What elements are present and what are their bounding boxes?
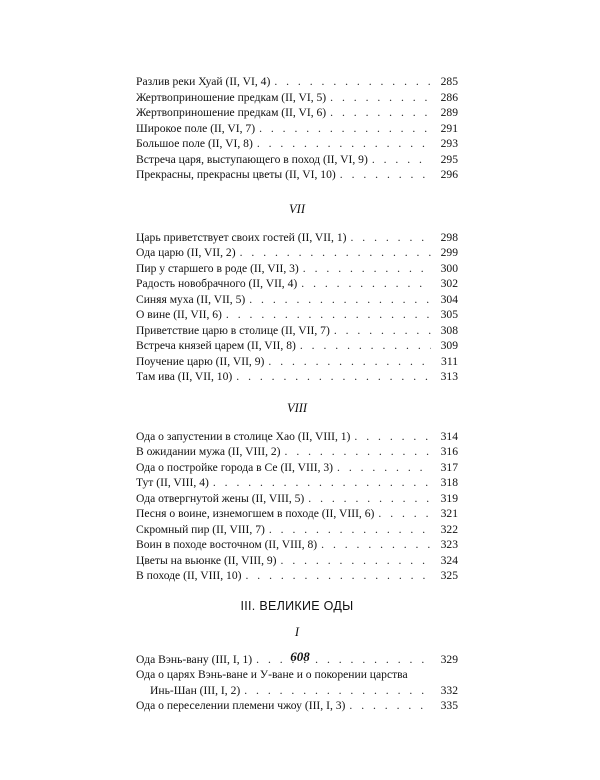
- toc-entry: [136, 491, 458, 507]
- entry-page: 311: [441, 354, 458, 368]
- leader-dots: [268, 354, 431, 370]
- toc-entry: [136, 276, 458, 292]
- leader-dots: [236, 369, 431, 385]
- toc-entry: [136, 553, 458, 569]
- leader-dots: [259, 121, 431, 137]
- leader-dots: [334, 323, 431, 339]
- leader-dots: [300, 338, 431, 354]
- leader-dots: [303, 261, 431, 277]
- entry-page: 324: [440, 553, 458, 567]
- toc-entry: [136, 522, 458, 538]
- entry-page: 296: [440, 168, 458, 181]
- entry-page: 321: [440, 507, 458, 520]
- entry-title: Жертвоприношение предкам (II, VI, 5): [136, 90, 327, 104]
- toc-entry: [136, 506, 458, 522]
- toc-group-viii: [136, 429, 458, 584]
- toc-entry: [136, 429, 458, 445]
- leader-dots: [281, 553, 431, 569]
- entry-page: 323: [440, 538, 458, 551]
- leader-dots: [330, 105, 431, 121]
- entry-title: Ода о запустении в столице Хао (II, VIII, 1): [136, 429, 351, 443]
- entry-title: Встреча князей царем (II, VII, 8): [136, 339, 296, 352]
- toc-entry: [136, 698, 458, 714]
- toc-entry: [136, 230, 458, 246]
- entry-title: Радость новобрачного (II, VII, 4): [136, 277, 298, 290]
- entry-page: 317: [440, 460, 458, 474]
- leader-dots: [249, 292, 431, 308]
- leader-dots: [340, 167, 431, 183]
- entry-title: Поучение царю (II, VII, 9): [136, 354, 265, 368]
- entry-title: Ода Вэнь-вану (III, I, 1): [136, 652, 253, 666]
- entry-title: Там ива (II, VII, 10): [136, 370, 233, 383]
- entry-title: В походе (II, VIII, 10): [136, 569, 242, 582]
- part-heading: III. ВЕЛИКИЕ ОДЫ: [240, 598, 354, 613]
- toc-group-vii: [136, 230, 458, 385]
- entry-title: Ода о постройке города в Се (II, VIII, 3): [136, 460, 334, 474]
- entry-page: 308: [440, 323, 458, 337]
- entry-title: Прекрасны, прекрасны цветы (II, VI, 10): [136, 168, 336, 181]
- entry-title: Приветствие царю в столице (II, VII, 7): [136, 323, 330, 337]
- leader-dots: [378, 506, 431, 522]
- leader-dots: [269, 522, 431, 538]
- entry-page: 322: [440, 522, 458, 536]
- entry-page: 314: [440, 429, 458, 443]
- toc-entry: [136, 369, 458, 385]
- entry-title: Песня о воине, изнемогшем в походе (II, VIII, 6): [136, 507, 375, 520]
- toc-entry: [136, 475, 458, 491]
- toc-entry: [136, 568, 458, 584]
- leader-dots: [330, 90, 431, 106]
- entry-page: 305: [440, 308, 458, 321]
- entry-page: 293: [440, 137, 458, 150]
- entry-page: 316: [440, 445, 458, 458]
- toc-entry: [136, 307, 458, 323]
- leader-dots: [354, 429, 431, 445]
- leader-dots: [349, 698, 431, 714]
- section-heading-viii: VIII: [286, 400, 308, 415]
- toc-entry: [136, 292, 458, 308]
- leader-dots: [240, 245, 431, 261]
- toc-entry: [136, 121, 458, 137]
- leader-dots: [350, 230, 431, 246]
- leader-dots: [245, 568, 431, 584]
- toc-entry: [136, 152, 458, 168]
- toc-entry: [136, 245, 458, 261]
- entry-title-continued: Инь-Шан (III, I, 2): [150, 683, 241, 697]
- toc-entry: [136, 460, 458, 476]
- toc-entry: [136, 323, 458, 339]
- entry-title: О вине (II, VII, 6): [136, 308, 222, 321]
- leader-dots: [257, 136, 431, 152]
- entry-page: 318: [440, 476, 458, 489]
- section-heading-i: I: [294, 624, 300, 639]
- entry-title: Встреча царя, выступающего в поход (II, VI, 9): [136, 152, 368, 166]
- entry-page: 304: [440, 292, 458, 306]
- toc-entry: [136, 105, 458, 121]
- toc-entry-multiline: [136, 667, 458, 683]
- entry-page: 300: [440, 261, 458, 275]
- leader-dots: [337, 460, 431, 476]
- toc-entry: [136, 444, 458, 460]
- entry-title: Разлив реки Хуай (II, VI, 4): [136, 75, 271, 88]
- toc-entry: [136, 167, 458, 183]
- entry-page: 313: [440, 370, 458, 383]
- entry-page: 335: [440, 699, 458, 712]
- entry-title: Воин в походе восточном (II, VIII, 8): [136, 538, 318, 551]
- toc-entry: [136, 261, 458, 277]
- toc-entry: [136, 136, 458, 152]
- entry-page: 285: [440, 75, 458, 88]
- toc-entry: [136, 537, 458, 553]
- leader-dots: [285, 444, 431, 460]
- entry-title: Жертвоприношение предкам (II, VI, 6): [136, 106, 327, 119]
- entry-page: 299: [440, 246, 458, 259]
- entry-page: 291: [440, 121, 458, 135]
- toc-page: [136, 74, 458, 714]
- entry-page: 286: [440, 90, 458, 104]
- entry-page: 332: [440, 683, 458, 697]
- leader-dots: [213, 475, 431, 491]
- entry-title: Широкое поле (II, VI, 7): [136, 121, 256, 135]
- toc-entry: [136, 354, 458, 370]
- leader-dots: [308, 491, 431, 507]
- leader-dots: [244, 683, 431, 699]
- entry-page: 329: [440, 652, 458, 666]
- toc-entry: [136, 90, 458, 106]
- leader-dots: [321, 537, 431, 553]
- entry-page: 302: [440, 277, 458, 290]
- entry-title: Пир у старшего в роде (II, VII, 3): [136, 261, 299, 275]
- section-heading-vii: VII: [289, 201, 305, 216]
- entry-page: 319: [440, 491, 458, 505]
- entry-title: Синяя муха (II, VII, 5): [136, 292, 246, 306]
- entry-title: Ода о царях Вэнь-ване и У-ване и о покорении царства: [136, 668, 408, 681]
- entry-page: 289: [440, 106, 458, 119]
- leader-dots: [301, 276, 431, 292]
- entry-page: 295: [440, 152, 458, 166]
- leader-dots: [226, 307, 431, 323]
- toc-entry-continuation: [136, 683, 458, 699]
- entry-page: 309: [440, 339, 458, 352]
- entry-title: Большое поле (II, VI, 8): [136, 137, 253, 150]
- entry-title: Ода о переселении племени чжоу (III, I, 3): [136, 699, 346, 712]
- toc-entry: [136, 338, 458, 354]
- entry-title: В ожидании мужа (II, VIII, 2): [136, 445, 281, 458]
- entry-page: 298: [440, 230, 458, 244]
- leader-dots: [274, 74, 431, 90]
- leader-dots: [372, 152, 431, 168]
- entry-title: Ода царю (II, VII, 2): [136, 246, 236, 259]
- entry-title: Скромный пир (II, VIII, 7): [136, 522, 265, 536]
- toc-entry: [136, 74, 458, 90]
- entry-title: Царь приветствует своих гостей (II, VII, 1): [136, 230, 347, 244]
- entry-title: Цветы на вьюнке (II, VIII, 9): [136, 553, 277, 567]
- toc-group-vi: [136, 74, 458, 183]
- page-number: 608: [290, 649, 310, 664]
- entry-page: 325: [440, 569, 458, 582]
- entry-title: Ода отвергнутой жены (II, VIII, 5): [136, 491, 305, 505]
- entry-title: Тут (II, VIII, 4): [136, 476, 209, 489]
